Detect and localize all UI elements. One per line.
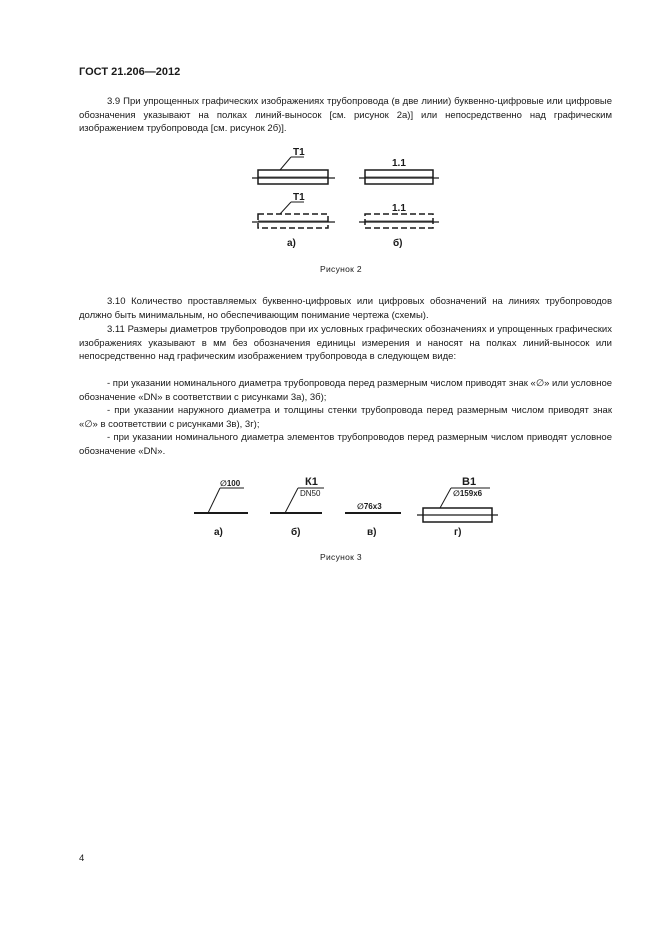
paragraph-3-10: 3.10 Количество проставляемых буквенно-цифровых или цифровых обозначений на линиях трубопроводов должно быть минимальным, но обеспечивающим понимание чертежа (схемы). [79,296,612,321]
fig3-sublabel-a: а) [214,527,223,538]
fig3-sublabel-c: в) [367,527,377,538]
fig3-sublabel-b: б) [291,527,301,538]
fig2-sublabel-b: б) [393,238,403,249]
bullet-outer-diameter: - при указании наружного диаметра и толщины стенки трубопровода перед размерным числом приводят знак «∅» в соответствии с рисунками 3в), 3г); [79,405,612,430]
fig2-label-t1-bottom: Т1 [293,192,305,203]
fig2-pipe-b-solid [359,170,439,184]
figure-3-caption: Рисунок 3 [320,552,362,562]
fig3-a-text: ∅100 [220,479,241,488]
fig3-a-drawing [194,488,248,513]
fig2-pipe-a-dashed [252,202,335,228]
document-header: ГОСТ 21.206—2012 [79,66,181,78]
fig2-sublabel-a: а) [287,238,296,249]
fig2-pipe-b-dashed [359,214,439,228]
fig3-c-text: ∅76х3 [357,502,382,511]
figure-2-caption: Рисунок 2 [320,264,362,274]
paragraph-3-11: 3.11 Размеры диаметров трубопроводов при их условных графических обозначениях и упрощенных графических изображениях указывают в мм без обозначения единицы измерения и наносят на полках линий-выносок или непосредственно над графическим изображением трубопровода в следующем виде: [79,324,612,363]
page-number: 4 [79,853,85,864]
paragraph-3-9: 3.9 При упрощенных графических изображениях трубопровода (в две линии) буквенно-цифровые или цифровые обозначения указывают на полках линий-выносок [см. рисунок 2а)] или непосредственно над графическим изображением трубопровода [см. рисунок 2б)]. [79,96,612,135]
fig3-d-text: ∅159х6 [453,489,483,498]
bullet-nominal-diameter: - при указании номинального диаметра трубопровода перед размерным числом приводят знак «∅» или условное обозначение «DN» в соответствии с рисунками 3а), 3б); [79,378,613,403]
fig3-b-label: К1 [305,476,318,488]
fig2-pipe-a-solid [252,157,335,184]
fig2-label-t1-top: Т1 [293,147,305,158]
fig2-label-11-bottom: 1.1 [392,203,406,214]
fig2-label-11-top: 1.1 [392,158,406,169]
fig3-sublabel-d: г) [454,527,462,538]
fig3-d-label: В1 [462,476,477,488]
bullet-elements-dn: - при указании номинального диаметра элементов трубопроводов перед размерным числом приводят условное обозначение «DN». [79,432,612,457]
fig3-b-text: DN50 [300,489,321,498]
